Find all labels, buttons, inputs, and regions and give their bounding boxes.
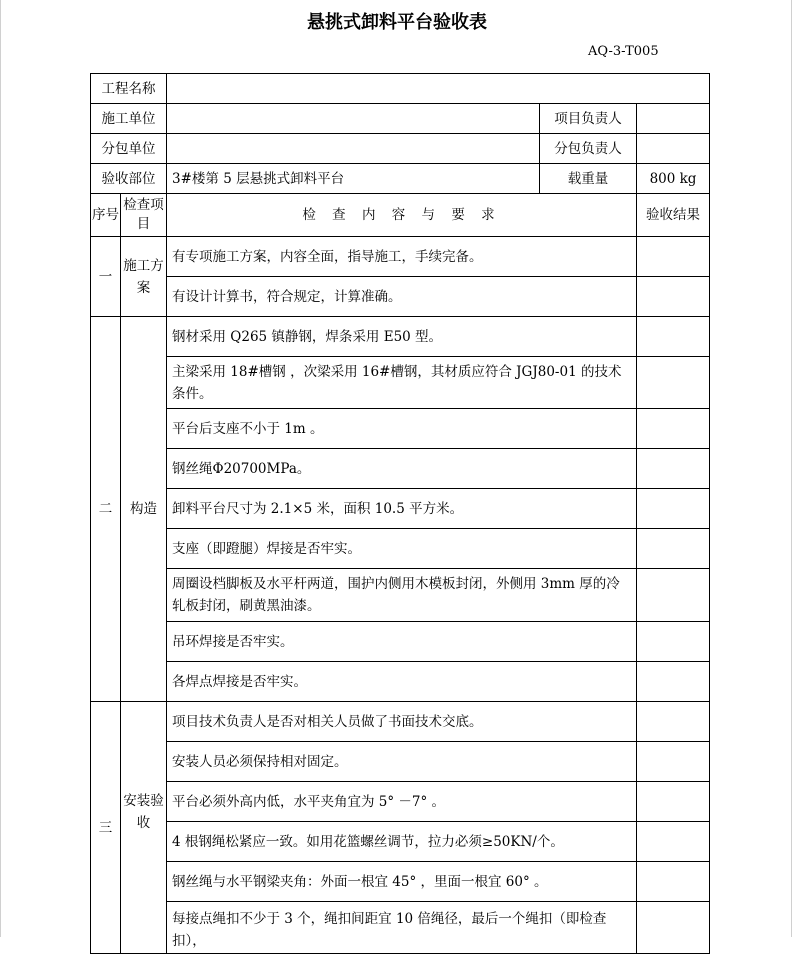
- check-content: 每接点绳扣不少于 3 个，绳扣间距宜 10 倍绳径，最后一个绳扣（即检查扣），: [167, 902, 637, 954]
- section-1-item: 施工方案: [121, 237, 167, 317]
- project-manager-value[interactable]: [637, 104, 710, 134]
- result-cell[interactable]: [637, 702, 710, 742]
- row-acceptance-part: [91, 164, 710, 194]
- result-cell[interactable]: [637, 862, 710, 902]
- acceptance-part-label: 验收部位: [91, 164, 167, 194]
- check-content: 钢材采用 Q265 镇静钢，焊条采用 E50 型。: [167, 317, 637, 357]
- result-header: 验收结果: [637, 194, 710, 237]
- check-content: 有设计计算书，符合规定，计算准确。: [167, 277, 637, 317]
- subcontract-manager-label: 分包负责人: [540, 134, 637, 164]
- result-cell[interactable]: [637, 277, 710, 317]
- check-content: 4 根钢绳松紧应一致。如用花篮螺丝调节，拉力必须≥50KN/个。: [167, 822, 637, 862]
- check-content: 主梁采用 18#槽钢 ，次梁采用 16#槽钢，其材质应符合 JGJ80-01 的技术条件。: [167, 357, 637, 409]
- check-content: 平台必须外高内低，水平夹角宜为 5° －7° 。: [167, 782, 637, 822]
- form-title: 悬挑式卸料平台验收表: [307, 12, 487, 33]
- check-content: 项目技术负责人是否对相关人员做了书面技术交底。: [167, 702, 637, 742]
- check-item-header: 检查项目: [121, 194, 167, 237]
- row-subcontract-unit: [91, 134, 710, 164]
- construction-unit-label: 施工单位: [91, 104, 167, 134]
- table-row: [91, 782, 710, 822]
- result-cell[interactable]: [637, 742, 710, 782]
- construction-unit-value[interactable]: [167, 104, 540, 134]
- result-cell[interactable]: [637, 822, 710, 862]
- page-edge-right: [791, 0, 792, 937]
- content-header: 检 查 内 容 与 要 求: [167, 194, 637, 237]
- table-row: [91, 902, 710, 954]
- check-content: 卸料平台尺寸为 2.1×5 米，面积 10.5 平方米。: [167, 489, 637, 529]
- table-row: [91, 409, 710, 449]
- row-header: [91, 194, 710, 237]
- result-cell[interactable]: [637, 317, 710, 357]
- section-1-seq: 一: [91, 237, 121, 317]
- check-content: 支座（即蹬腿）焊接是否牢实。: [167, 529, 637, 569]
- result-cell[interactable]: [637, 237, 710, 277]
- subcontract-manager-value[interactable]: [637, 134, 710, 164]
- check-content: 周圈设档脚板及水平杆两道，围护内侧用木模板封闭，外侧用 3mm 厚的冷轧板封闭，刷黄黑油漆。: [167, 569, 637, 622]
- result-cell[interactable]: [637, 622, 710, 662]
- check-content: 有专项施工方案，内容全面，指导施工，手续完备。: [167, 237, 637, 277]
- row-project-name: [91, 74, 710, 104]
- project-name-label: 工程名称: [91, 74, 167, 104]
- section-2-item: 构造: [121, 317, 167, 702]
- table-row: [91, 529, 710, 569]
- result-cell[interactable]: [637, 662, 710, 702]
- check-content: 钢丝绳Φ20700MPa。: [167, 449, 637, 489]
- acceptance-form-table: [90, 73, 710, 954]
- seq-header: 序号: [91, 194, 121, 237]
- table-row: [91, 702, 710, 742]
- result-cell[interactable]: [637, 357, 710, 409]
- project-name-value[interactable]: [167, 74, 710, 104]
- result-cell[interactable]: [637, 409, 710, 449]
- table-row: [91, 277, 710, 317]
- table-row: [91, 357, 710, 409]
- check-content: 钢丝绳与水平钢梁夹角：外面一根宜 45° ，里面一根宜 60° 。: [167, 862, 637, 902]
- section-2-seq: 二: [91, 317, 121, 702]
- result-cell[interactable]: [637, 782, 710, 822]
- subcontract-unit-label: 分包单位: [91, 134, 167, 164]
- check-content: 各焊点焊接是否牢实。: [167, 662, 637, 702]
- table-row: [91, 489, 710, 529]
- check-content: 安装人员必须保持相对固定。: [167, 742, 637, 782]
- subcontract-unit-value[interactable]: [167, 134, 540, 164]
- section-3-seq: 三: [91, 702, 121, 954]
- table-row: [91, 449, 710, 489]
- result-cell[interactable]: [637, 489, 710, 529]
- table-row: [91, 317, 710, 357]
- result-cell[interactable]: [637, 449, 710, 489]
- result-cell[interactable]: [637, 902, 710, 954]
- table-row: [91, 862, 710, 902]
- table-row: [91, 742, 710, 782]
- table-row: [91, 662, 710, 702]
- doc-code: AQ-3-T005: [588, 44, 659, 59]
- result-cell[interactable]: [637, 569, 710, 622]
- result-cell[interactable]: [637, 529, 710, 569]
- load-value[interactable]: 800 kg: [637, 164, 710, 194]
- row-construction-unit: [91, 104, 710, 134]
- table-row: [91, 237, 710, 277]
- table-row: [91, 822, 710, 862]
- acceptance-part-value[interactable]: 3#楼第 5 层悬挑式卸料平台: [167, 164, 540, 194]
- project-manager-label: 项目负责人: [540, 104, 637, 134]
- page-edge-left: [0, 0, 1, 937]
- load-label: 载重量: [540, 164, 637, 194]
- table-row: [91, 622, 710, 662]
- section-3-item: 安装验收: [121, 702, 167, 954]
- check-content: 平台后支座不小于 1m 。: [167, 409, 637, 449]
- table-row: [91, 569, 710, 622]
- check-content: 吊环焊接是否牢实。: [167, 622, 637, 662]
